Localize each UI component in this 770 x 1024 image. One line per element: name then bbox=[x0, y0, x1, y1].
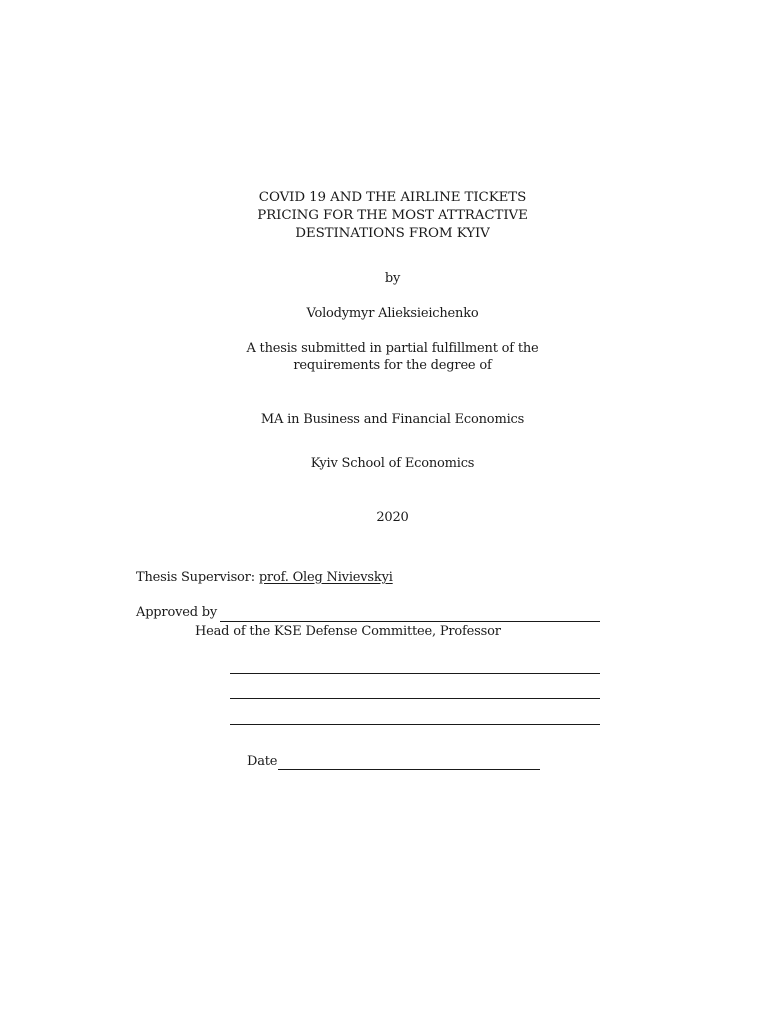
title-line-1: COVID 19 AND THE AIRLINE TICKETS bbox=[258, 190, 527, 205]
school-name: Kyiv School of Economics bbox=[310, 456, 475, 471]
approval-signature-line bbox=[220, 621, 600, 622]
committee-head-role: Head of the KSE Defense Committee, Professor bbox=[195, 624, 501, 639]
submission-line-2: requirements for the degree of bbox=[293, 358, 492, 373]
title-line-2: PRICING FOR THE MOST ATTRACTIVE bbox=[257, 208, 528, 223]
signature-line-2 bbox=[230, 698, 600, 699]
supervisor-line bbox=[136, 570, 393, 585]
signature-line-1 bbox=[230, 673, 600, 674]
by-text: by bbox=[384, 271, 401, 286]
thesis-year: 2020 bbox=[376, 510, 409, 525]
author-name: Volodymyr Alieksieichenko bbox=[306, 306, 479, 321]
title-line-3: DESTINATIONS FROM KYIV bbox=[295, 226, 490, 241]
signature-line-3 bbox=[230, 724, 600, 725]
supervisor-label: Thesis Supervisor: bbox=[136, 570, 255, 585]
submission-line-1: A thesis submitted in partial fulfillment of the bbox=[246, 341, 539, 356]
date-label: Date bbox=[247, 754, 278, 769]
approved-by-label: Approved by bbox=[136, 605, 218, 620]
date-line bbox=[278, 769, 540, 770]
supervisor-name: prof. Oleg Nivievskyi bbox=[258, 570, 393, 585]
degree-name: MA in Business and Financial Economics bbox=[260, 412, 525, 427]
